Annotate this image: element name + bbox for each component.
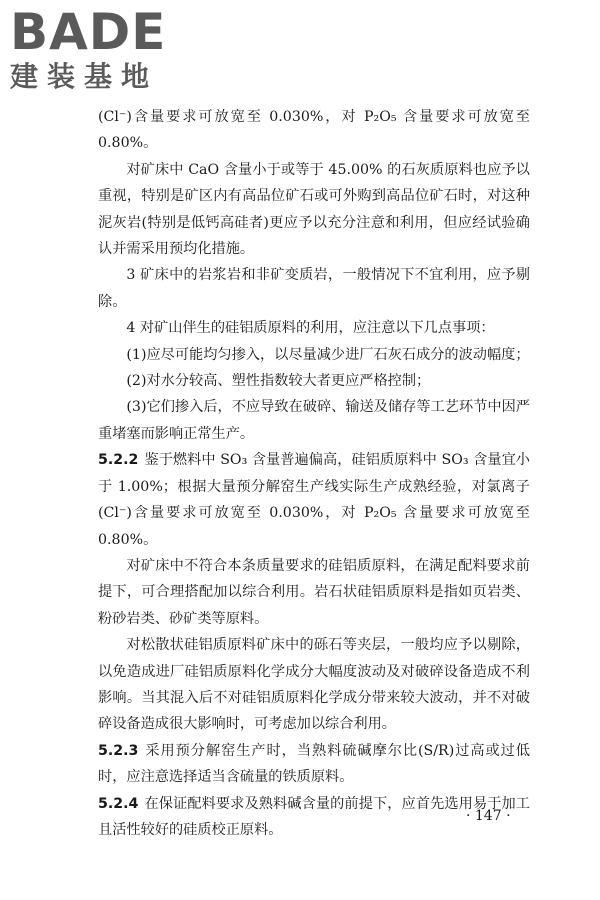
section-5-2-3 [98,738,530,791]
paragraph-text: (1)应尽可能均匀掺入，以尽量减少进厂石灰石成分的波动幅度； [126,346,530,363]
paragraph-text: 在保证配料要求及熟料碱含量的前提下，应首先选用易于加工且活性较好的硅质校正原料。 [98,795,530,838]
paragraph-text: 鉴于燃料中 SO₃ 含量普遍偏高，硅铝质原料中 SO₃ 含量宜小于 1.00%；根据大量预分解窑生产线实际生产成熟经验，对氯离子(Cl⁻)含量要求可放宽至 0.030%，对 P₂O₅ 含量要求可放宽至 0.80%。 [98,452,530,548]
paragraph-gravel-layers [98,632,530,738]
paragraph-text: (Cl⁻)含量要求可放宽至 0.030%，对 P₂O₅ 含量要求可放宽至 0.80%。 [98,109,530,152]
paragraph-cao-limestone [98,157,530,263]
paragraph-subitem-1 [98,342,530,368]
section-number: 5.2.4 [98,795,139,812]
section-number: 5.2.3 [98,742,139,759]
paragraph-text: 对松散状硅铝质原料矿床中的砾石等夹层，一般均应予以剔除，以免造成进厂硅铝质原料化学成分大幅度波动及对破碎设备造成不利影响。当其混入后不对硅铝质原料化学成分带来较大波动，并不对破碎设备造成很大影响时，可考虑加以综合利用。 [98,637,530,733]
paragraph-item-4 [98,315,530,341]
bade-logo [10,3,167,94]
paragraph-subitem-3 [98,394,530,447]
paragraph-text: 采用预分解窑生产时，当熟料硫碱摩尔比(S/R)过高或过低时，应注意选择适当含硫量的铁质原料。 [98,742,530,786]
paragraph-text: (3)它们掺入后，不应导致在破碎、输送及储存等工艺环节中因严重堵塞而影响正常生产。 [98,399,530,442]
paragraph-item-3 [98,262,530,315]
paragraph-continuation [98,104,530,157]
paragraph-text: 3 矿床中的岩浆岩和非矿变质岩，一般情况下不宜利用，应予剔除。 [98,267,530,310]
page-number: · 147 · [466,808,511,824]
document-body [98,104,530,843]
paragraph-text: 对矿床中 CaO 含量小于或等于 45.00% 的石灰质原料也应予以重视，特别是矿区内有高品位矿石或可外购到高品位矿石时，对这种泥灰岩(特别是低钙高硅者)更应予以充分注意和利用，但应经试验确认并需采用预均化措施。 [98,161,530,258]
logo-subtitle: 建装基地 [10,60,159,93]
logo-wordmark: BADE [10,3,167,61]
section-number: 5.2.2 [98,452,139,469]
paragraph-text: (2)对水分较高、塑性指数较大者更应严格控制； [126,373,431,390]
paragraph-text: 对矿床中不符合本条质量要求的硅铝质原料，在满足配料要求前提下，可合理搭配加以综合利用。岩石状硅铝质原料是指如页岩类、粉砂岩类、砂矿类等原料。 [98,557,530,627]
paragraph-text: 4 对矿山伴生的硅铝质原料的利用，应注意以下几点事项： [126,320,495,337]
section-5-2-2 [98,447,530,553]
paragraph-subitem-2 [98,368,530,394]
paragraph-non-conforming [98,553,530,632]
